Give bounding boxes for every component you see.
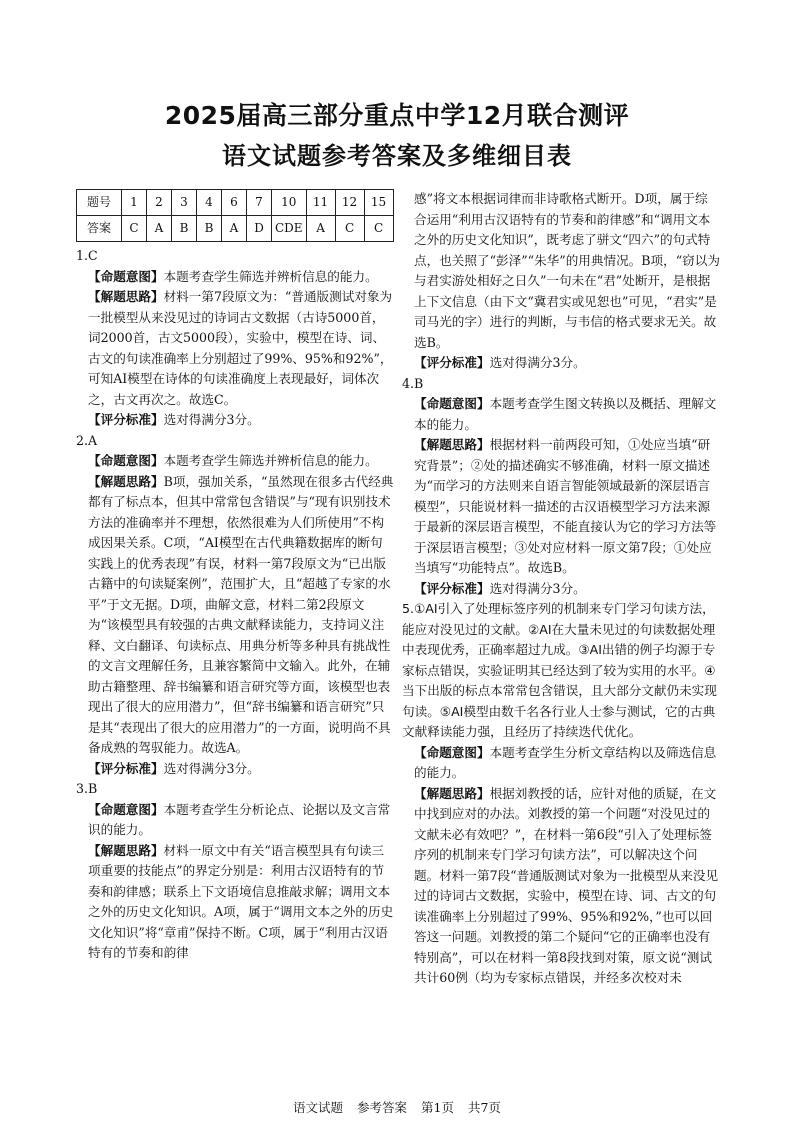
explanation-text: 本题考查学生筛选并辨析信息的能力。 [163,453,378,468]
explanation-paragraph [76,267,394,288]
question-number-cell: 4 [197,190,222,216]
answer-cell: C [335,216,364,242]
left-column-body [76,246,394,964]
question-number-cell: 7 [247,190,272,216]
question-answer: 5.①AI引入了处理标签序列的机制来专门学习句读方法，能应对没见过的文献。②AI在大量未见过的句读数据处理中表现优秀，正确率超过九成。③AI出错的例子均源于专家标点错误，实验证明其已经达到了较为实用的水平。④当下出版的标点本常常包含错误，且大部分文献仍未实现句读。⑤AI模型由数千名各行业人士参与测试，它的古典文献释读能力强，且经历了持续迭代优化。 [402,601,717,739]
question-number-cell: 3 [172,190,197,216]
section-tag: 【命题意图】 [88,268,164,284]
section-tag: 【评分标准】 [414,580,490,596]
question-answer: 2.A [76,432,98,448]
section-tag: 【评分标准】 [88,760,164,776]
answer-cell: CDE [272,216,307,242]
answer-cell: C [122,216,147,242]
explanation-paragraph [402,579,720,600]
explanation-text: 本题考查学生分析论点、论据以及文言常识的能力。 [88,801,391,837]
explanation-paragraph [402,784,720,989]
answer-cell: A [147,216,172,242]
question-answer: 4.B [402,375,424,391]
answer-table-row-label: 题号 [77,190,122,216]
section-tag: 【命题意图】 [414,744,490,760]
explanation-text: 本题考查学生分析文章结构以及筛选信息的能力。 [414,744,717,780]
explanation-text: 选对得满分3分。 [163,412,260,427]
explanation-paragraph [402,435,720,579]
answer-table [76,189,394,242]
section-tag: 【评分标准】 [88,412,164,427]
section-tag: 【评分标准】 [414,355,490,370]
document-subtitle: 语文试题参考答案及多维细目表 [222,142,572,170]
footer-subject: 语文试题 [293,1100,344,1115]
right-column [402,189,720,989]
explanation-paragraph [402,743,720,784]
explanation-text: B项，强加关系，“虽然现在很多古代经典都有了标点本，但其中常常包含错误”与“现有识别技术方法的准确率并不理想，依然很难为人们所使用”不构成因果关系。C项，“AI模型在古代典籍数据库的断句实践上的优秀表现”有误，材料一第7段原文为“已出版古籍中的句读疑案例”，范围扩大，且“超越了专家的水平”于文无据。D项，曲解文意，材料二第2段原文为“该模型具有较强的古典文献释读能力，支持词义注释、文白翻译、句读标点、用典分析等多种具有挑战性的文言文理解任务，且兼容繁简中文输入。此外，在辅助古籍整理、辞书编纂和语言研究等方面，该模型也表现出了很大的应用潜力”，但“辞书编纂和语言研究”只是其“表现出了很大的应用潜力”的一方面，说明尚不具备成熟的驾驭能力。故选A。 [88,473,394,755]
explanation-text: 根据刘教授的话，应针对他的质疑，在文中找到应对的办法。刘教授的第一个问题“对没见过的文献未必有效吧？”，在材料一第6段“引入了处理标签序列的机制来专门学习句读方法”，可以解决这个问题。材料一第7段“普通版测试对象为一批模型从来没见过的诗词古文数据，实验中，模型在诗、词、古文的句读准确率上分别超过了99%、95%和92%，”也可以回答这一问题。刘教授的第二个疑问“它的正确率也没有特别高”，可以在材料一第8段找到对策，原文说“测试共计60例（均为专家标点错误，并经多次校对未 [414,785,719,985]
explanation-paragraph [76,841,394,964]
explanation-paragraph [76,759,394,780]
explanation-paragraph [76,451,394,472]
explanation-text: 选对得满分3分。 [489,355,586,370]
explanation-text: 选对得满分3分。 [163,760,260,776]
section-tag: 【命题意图】 [88,453,164,468]
explanation-paragraph [76,800,394,841]
question-number-cell: 15 [364,190,393,216]
explanation-text: 材料一原文中有关“语言模型具有句读三项重要的技能点”的界定分别是：利用古汉语特有的节奏和韵律感；联系上下文语境信息推敲求解；调用文本之外的历史文化知识。A项，属于“调用文本之外的历史文化知识”将“章甫”保持不断。C项，属于“利用古汉语特有的节奏和韵律 [88,842,394,960]
question-answer: 1.C [76,248,98,263]
right-column-body [402,189,720,989]
explanation-text: 材料一第7段原文为：“普通版测试对象为一批模型从来没见过的诗词古文数据（古诗5000首，词2000首，古文5000段），实验中，模型在诗、词、古文的句读准确率上分别超过了99%、95%和92%”，可知AI模型在诗体的句读准确度上表现最好，词体次之，古文再次之。故选C。 [88,289,393,407]
question-number-cell: 12 [335,190,364,216]
question-answer: 3.B [76,781,98,796]
question-number-cell: 6 [222,190,247,216]
footer-total: 共7页 [467,1100,501,1115]
question-number-cell: 10 [272,190,307,216]
explanation-text: 本题考查学生筛选并辨析信息的能力。 [163,268,378,284]
continued-paragraph: 感”将文本根据词律而非诗歌格式断开。D项，属于综合运用“利用古汉语特有的节奏和韵律感”和“调用文本之外的历史文化知识”，既考虑了骈文“四六”的句式特点，也关照了“彭泽”“朱华”的用典情况。B项，“窃以为与君实游处相好之日久”一句未在“君”处断开，是根据上下文信息（由下文“冀君实或见恕也”可见，“君实”是司马光的字）进行的判断，与韦信的格式要求无关。故选B。 [414,191,720,350]
answer-table-number-row [77,190,394,216]
answer-cell: B [197,216,222,242]
section-tag: 【解题思路】 [88,289,164,304]
explanation-paragraph [76,472,394,759]
document-title: 2025届高三部分重点中学12月联合测评 [164,101,630,130]
explanation-paragraph [402,353,720,374]
answer-cell: C [364,216,393,242]
footer-page: 第1页 [421,1100,454,1115]
answer-table-answer-row [77,216,394,242]
section-tag: 【解题思路】 [414,785,490,801]
answer-cell: A [306,216,335,242]
explanation-text: 根据材料一前两段可知，①处应当填“研究背景”；②处的描述确实不够准确，材料一原文描述为“而学习的方法则来自语言智能领域最新的深层语言模型”，只能说材料一描述的古汉语模型学习方法来源于最新的深层语言模型，不能直接认为它的学习方法等于深层语言模型；③处对应材料一原文第7段；①处应当填写“功能特点”。故选B。 [414,437,717,575]
explanation-text: 本题考查学生图文转换以及概括、理解文本的能力。 [414,396,717,432]
explanation-text: 选对得满分3分。 [489,580,586,596]
footer-doc: 参考答案 [357,1100,408,1115]
explanation-paragraph [76,410,394,431]
section-tag: 【解题思路】 [88,842,164,858]
answer-cell: D [247,216,272,242]
answer-cell: B [172,216,197,242]
answer-table-row-label: 答案 [77,216,122,242]
section-tag: 【命题意图】 [414,396,490,411]
section-tag: 【解题思路】 [414,437,490,452]
explanation-paragraph [76,287,394,410]
page-footer [0,1098,794,1116]
question-number-cell: 11 [306,190,335,216]
question-number-cell: 1 [122,190,147,216]
explanation-paragraph [402,394,720,435]
section-tag: 【解题思路】 [88,473,164,489]
left-column [76,189,394,964]
section-tag: 【命题意图】 [88,801,164,817]
question-number-cell: 2 [147,190,172,216]
answer-cell: A [222,216,247,242]
